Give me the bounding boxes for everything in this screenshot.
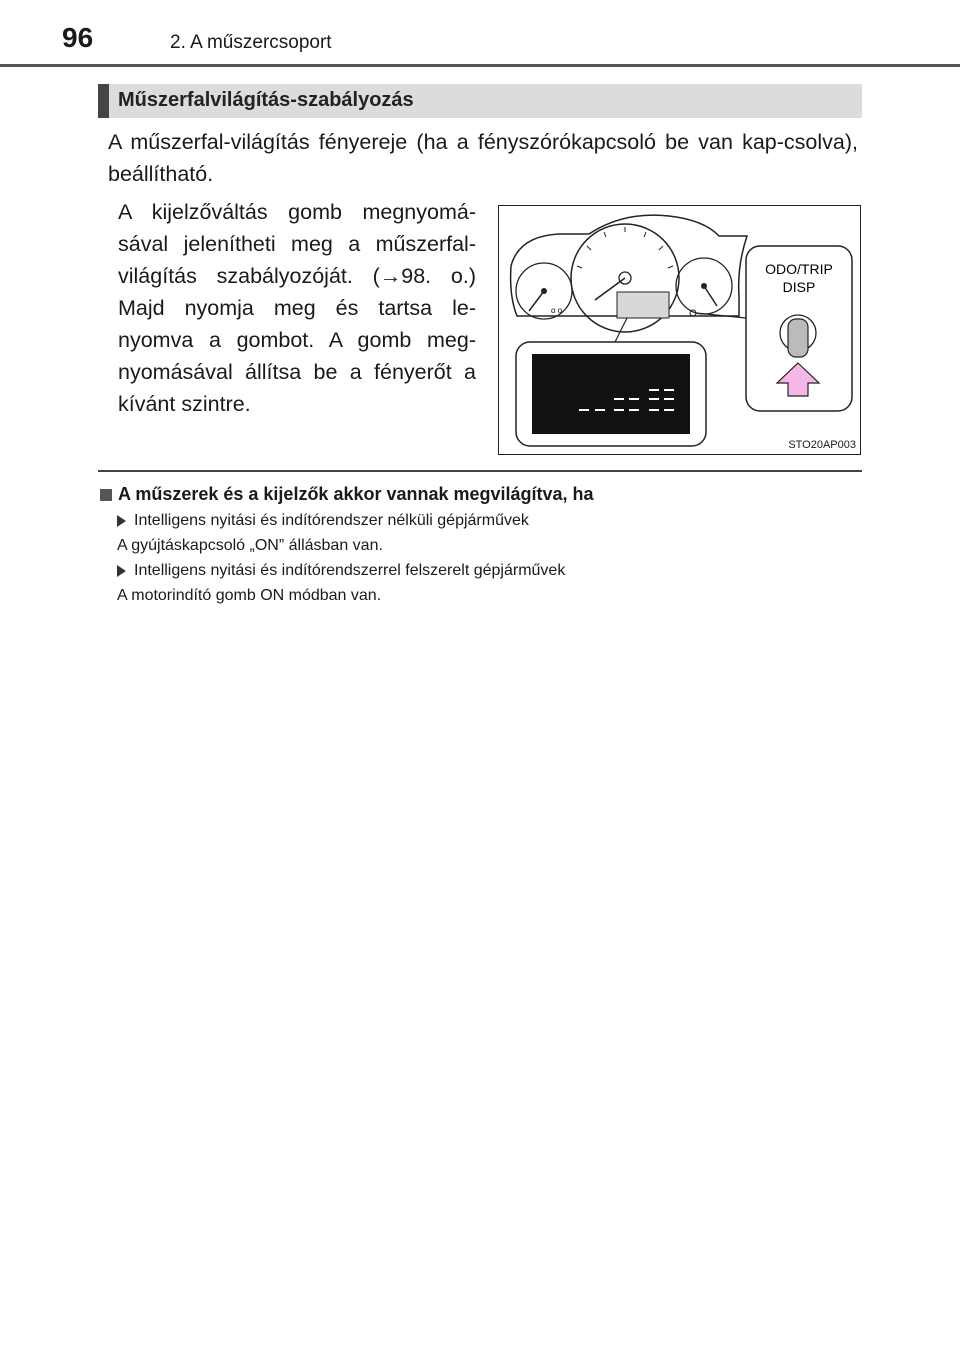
instruction-paragraph: A kijelzőváltás gomb megnyomá-sával jelenítheti meg a műszerfal-világítás szabályozóját. (→98. o.) Majd nyomja meg és tartsa le-nyomva a gombot. A gomb meg-nyomásával állítsa be a fényerőt a kívánt szintre.: [118, 200, 476, 416]
cluster-illustration: [499, 206, 862, 456]
cluster-display: [617, 292, 669, 318]
note-subitem: [100, 512, 860, 530]
instrument-cluster-figure: [498, 205, 861, 455]
triangle-bullet-icon: [117, 515, 126, 527]
note-text: A gyújtáskapcsoló „ON” állásban van.: [117, 537, 383, 554]
odo-trip-button: [788, 319, 808, 357]
intro-paragraph: A műszerfal-világítás fényereje (ha a fényszórókapcsoló be van kap-csolva), beállítható.: [108, 130, 858, 186]
notes-block: [100, 484, 860, 605]
section-divider: [98, 470, 862, 472]
note-text: A motorindító gomb ON módban van.: [117, 587, 382, 604]
section-accent: [98, 84, 109, 118]
section-heading-bar: [98, 84, 862, 118]
page-number: 96: [62, 22, 94, 53]
note-heading: [100, 484, 860, 505]
svg-text:o o: o o: [551, 306, 563, 315]
button-label-line2: DISP: [782, 279, 816, 295]
chapter-title: 2. A műszercsoport: [170, 32, 332, 53]
note-subitem-text: Intelligens nyitási és indítórendszer nélküli gépjárművek: [134, 512, 529, 529]
square-bullet-icon: [100, 489, 112, 501]
button-label-line1: ODO/TRIP: [765, 261, 833, 277]
note-subitem: [100, 562, 860, 580]
header-divider: [0, 64, 960, 67]
note-subitem-text: Intelligens nyitási és indítórendszerrel felszerelt gépjárművek: [134, 562, 566, 579]
figure-code: STO20AP003: [788, 439, 856, 451]
triangle-bullet-icon: [117, 565, 126, 577]
zoom-display-screen: [532, 354, 690, 434]
section-title: Műszerfalvilágítás-szabályozás: [118, 89, 414, 111]
note-heading-text: A műszerek és a kijelzők akkor vannak megvilágítva, ha: [118, 484, 594, 504]
